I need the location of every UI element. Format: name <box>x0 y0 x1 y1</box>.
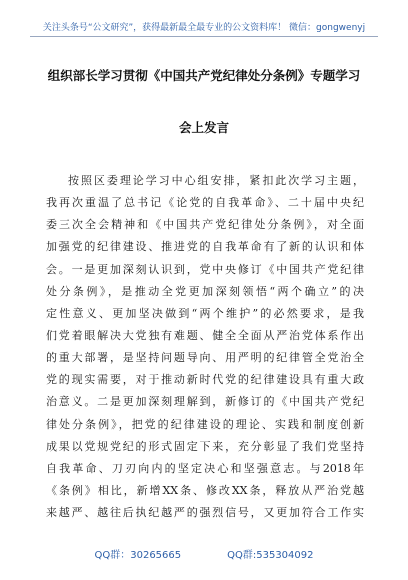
document-body <box>46 170 364 524</box>
body-line: 按照区委理论学习中心组安排，紧扣此次学习主题， <box>68 174 364 187</box>
body-line: 律处分条例》，把党的纪律建设的理论、实践和制度创新 <box>46 417 364 431</box>
body-line: 治意义。二是更加深刻理解到，新修订的《中国共产党纪 <box>46 395 364 409</box>
body-line: 《条例》相比，新增XX条、修改XX条，释放从严治党越 <box>46 483 364 497</box>
body-line: 来越严、越往后执纪越严的强烈信号，又更加符合工作实 <box>46 506 364 520</box>
document-subtitle: 会上发言 <box>178 120 229 135</box>
body-line: 的重大部署，是坚持问题导向、用严明的纪律管全党治全 <box>46 351 364 365</box>
body-line: 加强党的纪律建设、推进党的自我革命有了新的认识和体 <box>46 240 364 254</box>
body-line: 成果以党规党纪的形式固定下来，充分彰显了我们党坚持 <box>46 439 364 453</box>
body-line: 我再次重温了总书记《论党的自我革命》、二十届中央纪 <box>46 196 364 210</box>
footer-qq-group-1: QQ群：30265665 <box>94 550 182 561</box>
body-line: 党的现实需要，对于推动新时代党的纪律建设具有重大政 <box>46 373 364 387</box>
body-line: 委三次全会精神和《中国共产党纪律处分条例》，对全面 <box>46 218 364 232</box>
header-banner: 关注头条号“公文研究”，获得最新最全最专业的公文资料库！ 微信：gongwenyj <box>42 23 366 33</box>
body-line: 自我革命、刀刃向内的坚定决心和坚强意志。与2018年 <box>46 461 364 475</box>
document-title: 组织部长学习贯彻《中国共产党纪律处分条例》专题学习 <box>47 68 361 83</box>
body-line: 定性意义、更加坚决做到“两个维护”的必然要求，是我 <box>46 306 364 320</box>
footer-qq-group-2: QQ群:535304092 <box>227 550 314 561</box>
footer <box>0 546 408 561</box>
body-line: 们党着眼解决大党独有难题、健全全面从严治党体系作出 <box>46 328 364 342</box>
body-line: 会。一是更加深刻认识到，党中央修订《中国共产党纪律 <box>46 262 364 276</box>
body-line: 处分条例》，是推动全党更加深刻领悟“两个确立”的决 <box>46 284 364 298</box>
header-divider <box>30 36 378 37</box>
